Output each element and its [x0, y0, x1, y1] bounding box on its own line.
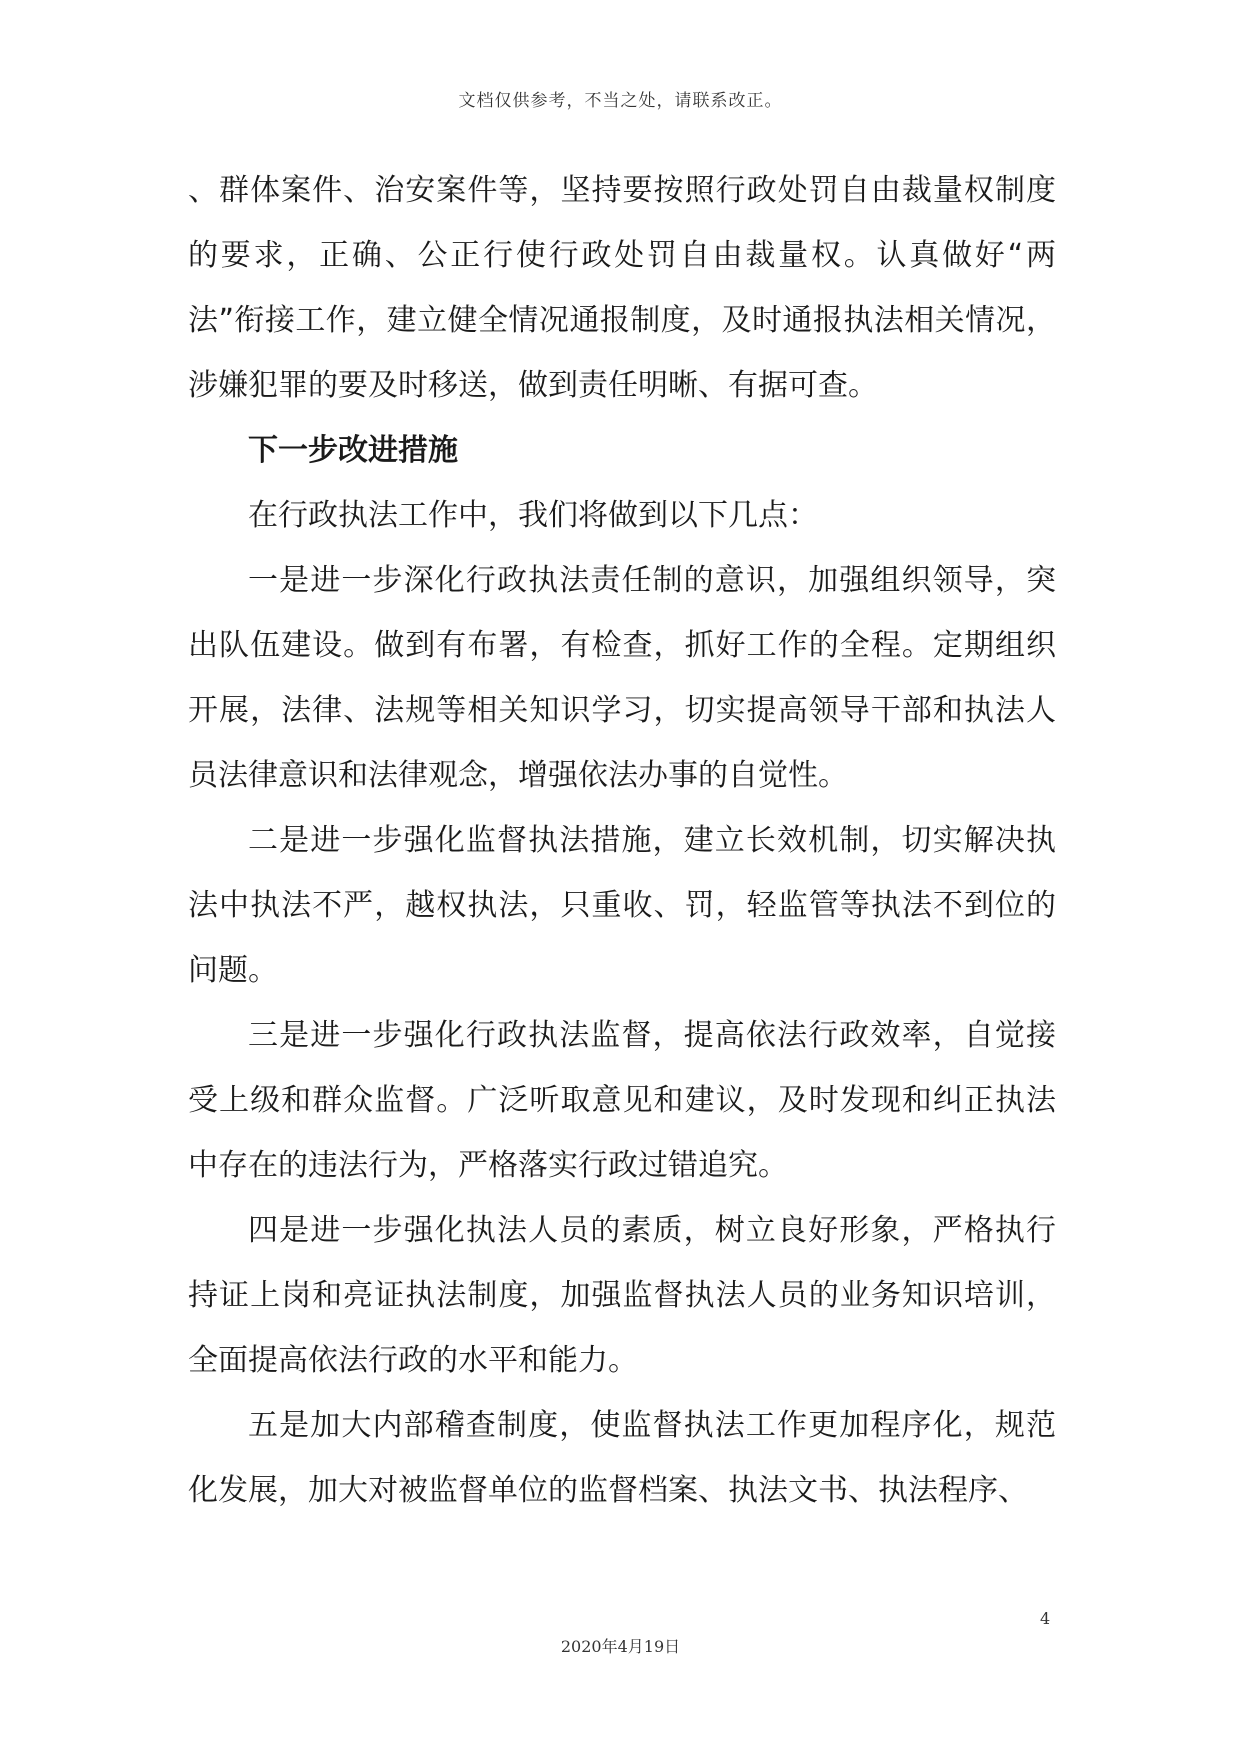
- paragraph-continuation: 、群体案件、治安案件等，坚持要按照行政处罚自由裁量权制度的要求，正确、公正行使行政处罚自由裁量权。认真做好“两法”衔接工作，建立健全情况通报制度，及时通报执法相关情况，涉嫌犯罪的要及时移送，做到责任明晰、有据可查。: [188, 173, 1056, 403]
- paragraph-point-5: 五是加大内部稽查制度，使监督执法工作更加程序化，规范化发展，加大对被监督单位的监督档案、执法文书、执法程序、: [188, 1408, 1056, 1508]
- page-number: 4: [1040, 1609, 1051, 1628]
- document-body: [188, 158, 1056, 1523]
- header-note: 文档仅供参考，不当之处，请联系改正。: [458, 91, 783, 111]
- paragraph-point-3: 三是进一步强化行政执法监督，提高依法行政效率，自觉接受上级和群众监督。广泛听取意见和建议，及时发现和纠正执法中存在的违法行为，严格落实行政过错追究。: [188, 1018, 1056, 1183]
- paragraph-intro: 在行政执法工作中，我们将做到以下几点：: [248, 498, 818, 533]
- paragraph-point-1: 一是进一步深化行政执法责任制的意识，加强组织领导，突出队伍建设。做到有布署，有检查，抓好工作的全程。定期组织开展，法律、法规等相关知识学习，切实提高领导干部和执法人员法律意识和法律观念，增强依法办事的自觉性。: [188, 563, 1056, 793]
- paragraph-point-4: 四是进一步强化执法人员的素质，树立良好形象，严格执行持证上岗和亮证执法制度，加强监督执法人员的业务知识培训，全面提高依法行政的水平和能力。: [188, 1213, 1056, 1378]
- paragraph-point-2: 二是进一步强化监督执法措施，建立长效机制，切实解决执法中执法不严，越权执法，只重收、罚，轻监管等执法不到位的问题。: [188, 823, 1056, 988]
- footer-date: 2020年4月19日: [560, 1637, 681, 1656]
- section-heading: 下一步改进措施: [248, 433, 458, 468]
